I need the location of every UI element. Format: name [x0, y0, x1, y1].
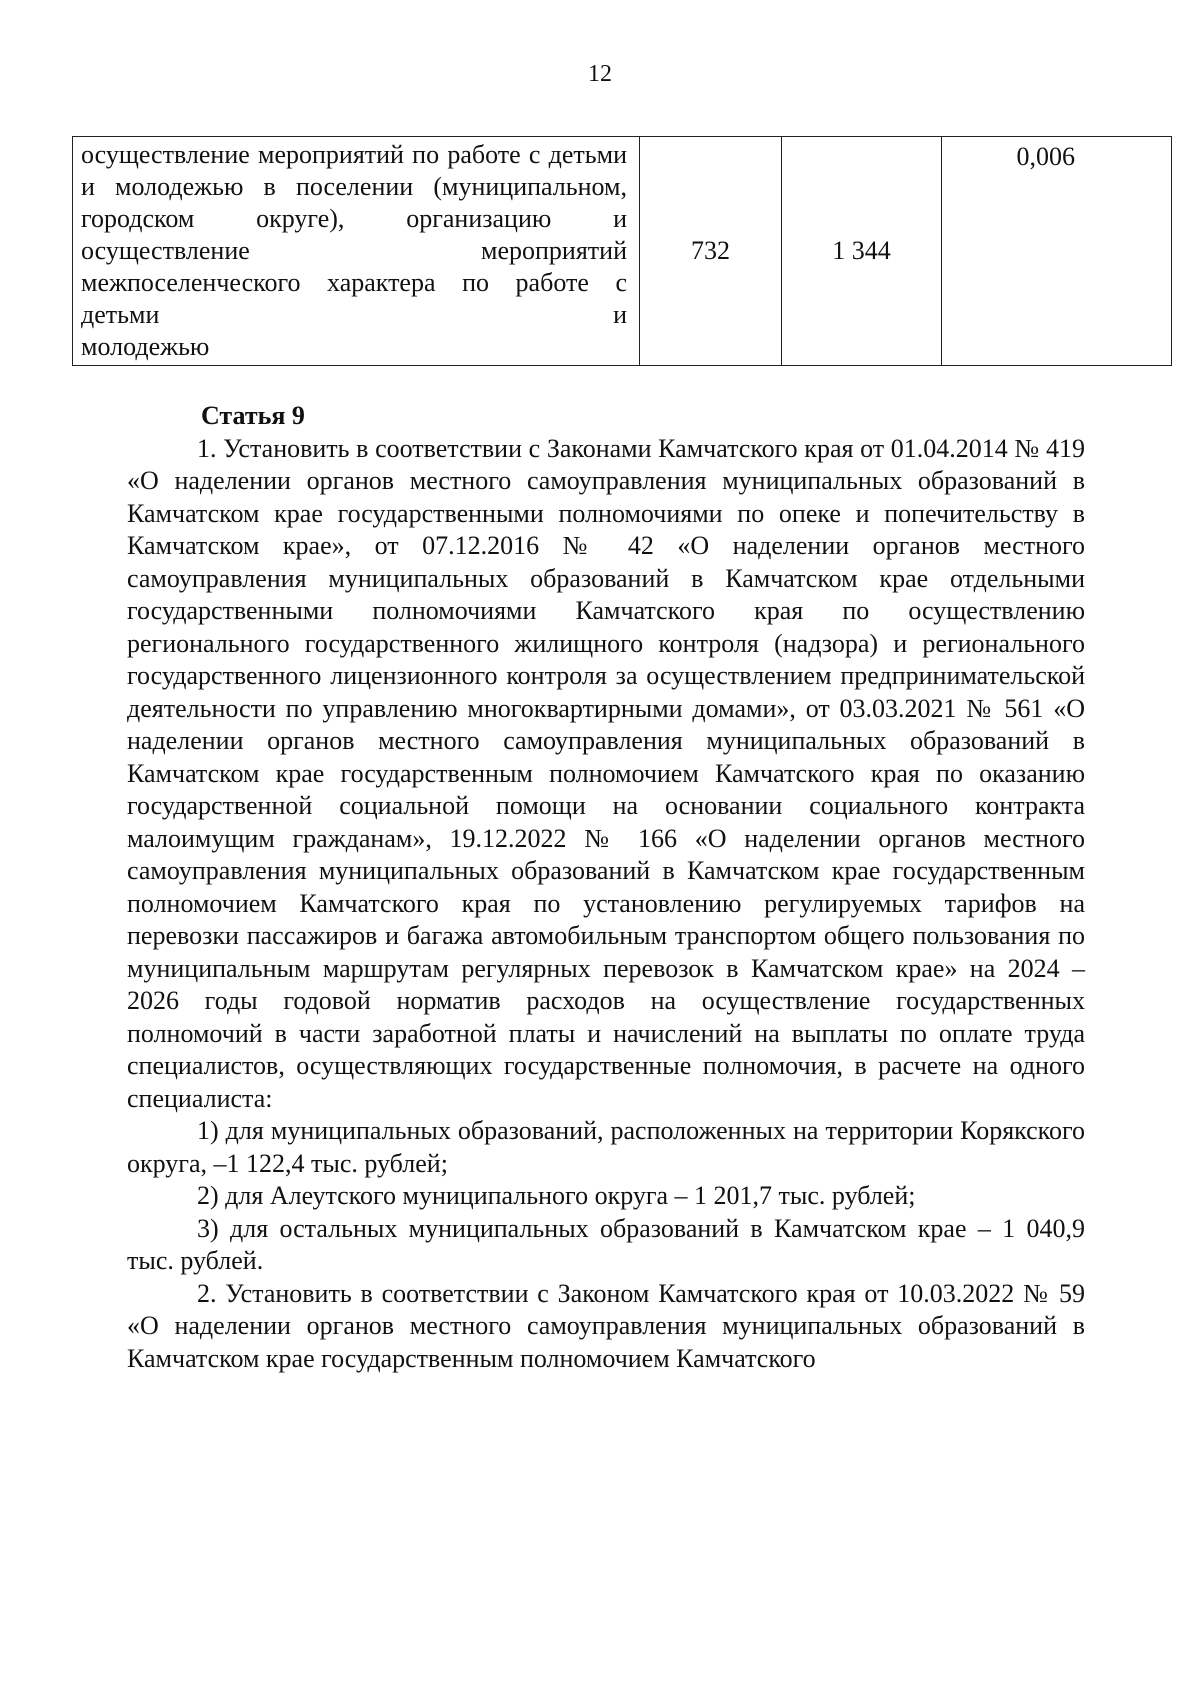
article-body	[127, 400, 1085, 1375]
table-row	[73, 137, 1172, 366]
table-cell-value-3: 0,006	[942, 137, 1172, 366]
table-cell-description	[73, 137, 640, 366]
description-text-end: молодежью	[81, 332, 210, 361]
norms-table	[72, 136, 1172, 366]
page-number: 12	[588, 61, 612, 87]
list-item-1: 1) для муниципальных образований, расположенных на территории Корякского округа, –1 122,4 тыс. рублей;	[127, 1116, 1085, 1178]
table-cell-value-1: 732	[640, 137, 782, 366]
description-text: осуществление мероприятий по работе с детьми и молодежью в поселении (муниципальном, городском округе), организацию и осуществление мероприятий межпоселенческого характера по работе с детьми и	[81, 140, 627, 329]
paragraph-1: 1. Установить в соответствии с Законами Камчатского края от 01.04.2014 № 419 «О наделении органов местного самоуправления муниципальных образований в Камчатском крае государственными полномочиями по опеке и попечительству в Камчатском крае», от 07.12.2016 № 42 «О наделении органов местного самоуправления муниципальных образований в Камчатском крае отдельными государственными полномочиями Камчатского края по осуществлению регионального государственного жилищного контроля (надзора) и регионального государственного лицензионного контроля за осуществлением предпринимательской деятельности по управлению многоквартирными домами», от 03.03.2021 № 561 «О наделении органов местного самоуправления муниципальных образований в Камчатском крае государственным полномочием Камчатского края по оказанию государственной социальной помощи на основании социального контракта малоимущим гражданам», 19.12.2022 № 166 «О наделении органов местного самоуправления муниципальных образований в Камчатском крае государственным полномочием Камчатского края по установлению регулируемых тарифов на перевозки пассажиров и багажа автомобильным транспортом общего пользования по муниципальным маршрутам регулярных перевозок в Камчатском крае» на 2024 – 2026 годы годовой норматив расходов на осуществление государственных полномочий в части заработной платы и начислений на выплаты по оплате труда специалистов, осуществляющих государственные полномочия, в расчете на одного специалиста:	[127, 433, 1085, 1113]
table-cell-value-2: 1 344	[782, 137, 942, 366]
list-item-3: 3) для остальных муниципальных образований в Камчатском крае – 1 040,9 тыс. рублей.	[127, 1213, 1085, 1275]
paragraph-2: 2. Установить в соответствии с Законом Камчатского края от 10.03.2022 № 59 «О наделении органов местного самоуправления муниципальных образований в Камчатском крае государственным полномочием Камчатского	[127, 1278, 1085, 1373]
article-heading: Статья 9	[201, 401, 305, 430]
list-item-2: 2) для Алеутского муниципального округа – 1 201,7 тыс. рублей;	[197, 1181, 916, 1210]
